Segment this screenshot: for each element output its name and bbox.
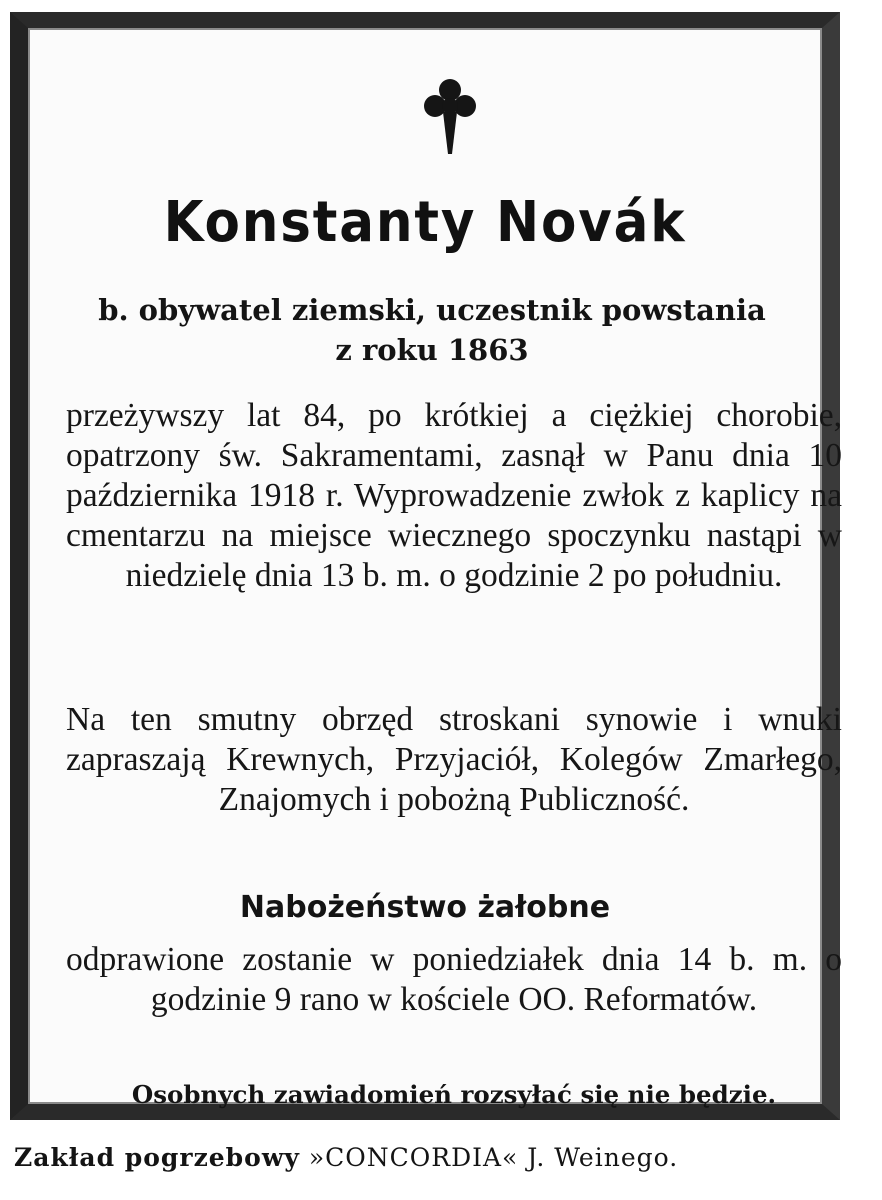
notice-content — [28, 28, 842, 1109]
subtitle-line-1: b. obywatel ziemski, uczestnik powstania — [98, 293, 766, 327]
mass-details-paragraph: odprawione zostanie w poniedziałek dnia 14 b. m. o godzinie 9 rano w kościele OO. Reformatów. — [66, 941, 842, 1018]
closing-note: Osobnych zawiadomień rozsyłać się nie będzie. — [131, 1080, 777, 1109]
funeral-home-footer — [14, 1143, 870, 1172]
obituary-notice — [10, 12, 840, 1120]
footer-firm: »CONCORDIA« J. Weinego. — [308, 1143, 679, 1172]
invitation-paragraph: Na ten smutny obrzęd stroskani synowie i wnuki zapraszają Krewnych, Przyjaciół, Kolegów Zmarłego, Znajomych i pobożną Publiczność. — [66, 701, 842, 818]
death-announcement-paragraph: przeżywszy lat 84, po krótkiej a ciężkiej chorobie, opatrzony św. Sakramentami, zasnął w Panu dnia 10 października 1918 r. Wyprowadzenie zwłok z kaplicy na cmentarzu na miejsce wiecznego spoczynku nastąpi w niedzielę dnia 13 b. m. o godzinie 2 po południu. — [66, 397, 842, 594]
subtitle-line-2: z roku 1863 — [335, 333, 529, 367]
deceased-description — [60, 290, 804, 370]
deceased-name: Konstanty Novák — [163, 190, 687, 255]
footer-lead: Zakład pogrzebowy — [14, 1143, 300, 1172]
mass-heading: Nabożeństwo żałobne — [239, 890, 611, 925]
trefoil-cross-icon — [422, 76, 478, 156]
